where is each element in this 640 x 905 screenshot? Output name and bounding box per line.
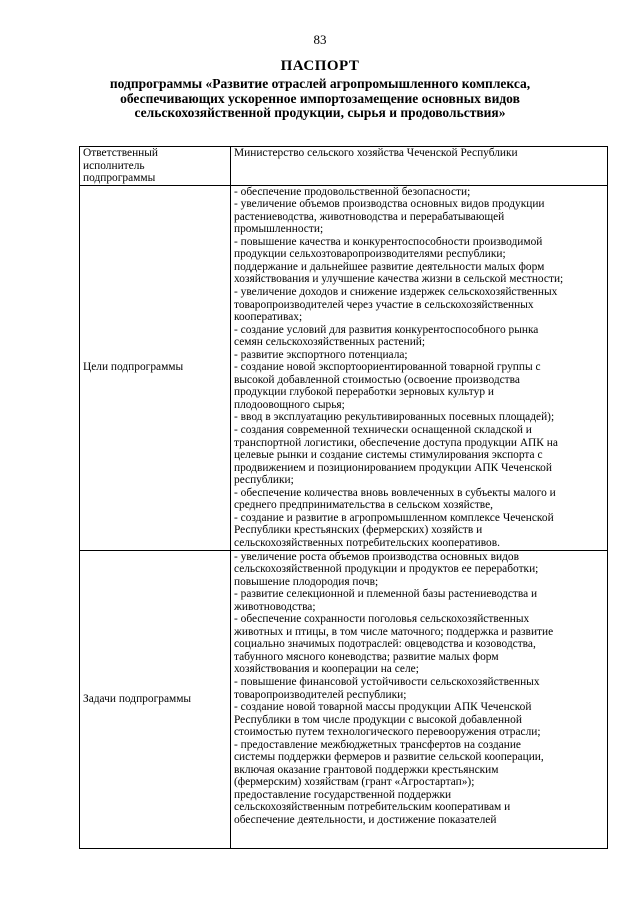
content-line: Министерство сельского хозяйства Чеченской Республики (234, 147, 518, 159)
content-line: - создание новой экспортоориентированной товарной группы с (234, 361, 541, 374)
content-line: стоимостью путем технологического перевооружения отрасли; (234, 726, 541, 739)
content-line: - обеспечение продовольственной безопасности; (234, 185, 471, 198)
content-line: системы поддержки фермеров и развитие сельской кооперации, (234, 751, 544, 764)
content-line: табунного мясного коневодства; развитие малых форм (234, 650, 499, 663)
content-cell-tasks (231, 550, 608, 848)
content-line: - создание новой товарной массы продукции АПК Чеченской (234, 701, 532, 714)
tasks-content (234, 551, 604, 847)
content-line: - развитие селекционной и племенной базы растениеводства и (234, 588, 538, 601)
subtitle-line: сельскохозяйственной продукции, сырья и продовольствия» (134, 105, 506, 120)
content-line: сельскохозяйственным потребительским кооперативам и (234, 801, 511, 814)
content-line: продукции глубокой переработки зерновых культур и (234, 386, 494, 399)
content-line: - увеличение объемов производства основных видов продукции (234, 198, 545, 211)
label-line: подпрограммы (83, 172, 156, 185)
content-line: высокой добавленной стоимостью (освоение производства (234, 373, 520, 386)
content-line: - повышение качества и конкурентоспособности производимой (234, 235, 543, 248)
content-line: семян сельскохозяйственных растений; (234, 336, 426, 349)
content-line: растениеводства, животноводства и перерабатывающей (234, 210, 505, 223)
content-line: включая оказание грантовой поддержки крестьянским (234, 763, 499, 776)
content-line: целевые рынки и создание системы стимулирования экспорта с (234, 449, 543, 462)
content-cell-goals (231, 185, 608, 550)
content-line: Республики крестьянских (фермерских) хозяйств и (234, 524, 483, 537)
content-line: сельскохозяйственной продукции и продуктов ее переработки; (234, 563, 539, 576)
table-row-goals (80, 185, 608, 550)
passport-table (79, 146, 608, 849)
content-line: - обеспечение сохранности поголовья сельскохозяйственных (234, 613, 530, 626)
content-line: предоставление государственной поддержки (234, 788, 452, 801)
content-line: кооперативах; (234, 311, 303, 324)
content-line: социально значимых подотраслей: овцеводства и козоводства, (234, 638, 536, 651)
label-cell-goals (80, 185, 231, 550)
content-line: товаропроизводителей через участие в сельскохозяйственных (234, 298, 534, 311)
content-line: транспортной логистики, обеспечение доступа продукции АПК на (234, 436, 558, 449)
label-line: Ответственный (83, 147, 159, 159)
document-title: ПАСПОРТ (280, 58, 360, 74)
label-line: исполнитель (83, 159, 145, 172)
content-line: - ввод в эксплуатацию рекультивированных посевных площадей); (234, 411, 555, 424)
label-cell-tasks (80, 550, 231, 848)
table-row-responsible (80, 147, 608, 186)
content-line: обеспечение деятельности, и достижение показателей (234, 813, 497, 826)
content-line: повышение плодородия почв; (234, 575, 379, 588)
content-line: товаропроизводителей республики; (234, 688, 407, 701)
content-line: - развитие экспортного потенциала; (234, 348, 408, 361)
content-line: хозяйствования и кооперации на селе; (234, 663, 419, 676)
content-cell-responsible (231, 147, 608, 186)
content-line: - увеличение доходов и снижение издержек сельскохозяйственных (234, 286, 558, 299)
content-line: продвижением и позиционированием продукции АПК Чеченской (234, 461, 552, 474)
content-line: - создание и развитие в агропромышленном комплексе Чеченской (234, 511, 554, 524)
content-line: животных и птицы, в том числе маточного; поддержка и развитие (234, 625, 554, 638)
content-line: - создание условий для развития конкурентоспособного рынка (234, 323, 539, 336)
content-line: - увеличение роста объемов производства основных видов (234, 550, 519, 563)
content-line: поддержание и дальнейшее развитие деятельности малых форм (234, 260, 545, 273)
content-line: - повышение финансовой устойчивости сельскохозяйственных (234, 675, 540, 688)
content-line: (фермерским) хозяйствам (грант «Агростартап»); (234, 776, 475, 789)
content-line: Республики в том числе продукции с высокой добавленной (234, 713, 522, 726)
subtitle-line: обеспечивающих ускоренное импортозамещение основных видов (120, 90, 520, 106)
document-subtitle (70, 77, 570, 121)
content-line: плодоовощного сырья; (234, 398, 345, 411)
content-line: - обеспечение количества вновь вовлеченных в субъекты малого и (234, 486, 556, 499)
content-line: - создания современной технически оснащенной складской и (234, 424, 532, 437)
content-line: сельскохозяйственных потребительских кооперативов. (234, 536, 500, 549)
content-line: хозяйствования и улучшение качества жизни в сельской местности; (234, 273, 564, 286)
content-line: республики; (234, 474, 294, 487)
content-line: промышленности; (234, 223, 324, 236)
content-line: среднего предпринимательства в сельском хозяйстве, (234, 499, 494, 512)
table-row-tasks (80, 550, 608, 848)
content-line: продукции сельхозтоваропроизводителями республики; (234, 248, 506, 261)
label-line: Цели подпрограммы (83, 361, 184, 374)
content-line: - предоставление межбюджетных трансфертов на создание (234, 738, 521, 751)
label-cell-responsible (80, 147, 231, 186)
page-number: 83 (313, 32, 327, 47)
label-line: Задачи подпрограммы (83, 692, 192, 705)
subtitle-line: подпрограммы «Развитие отраслей агропромышленного комплекса, (109, 76, 531, 91)
content-line: животноводства; (234, 600, 316, 613)
